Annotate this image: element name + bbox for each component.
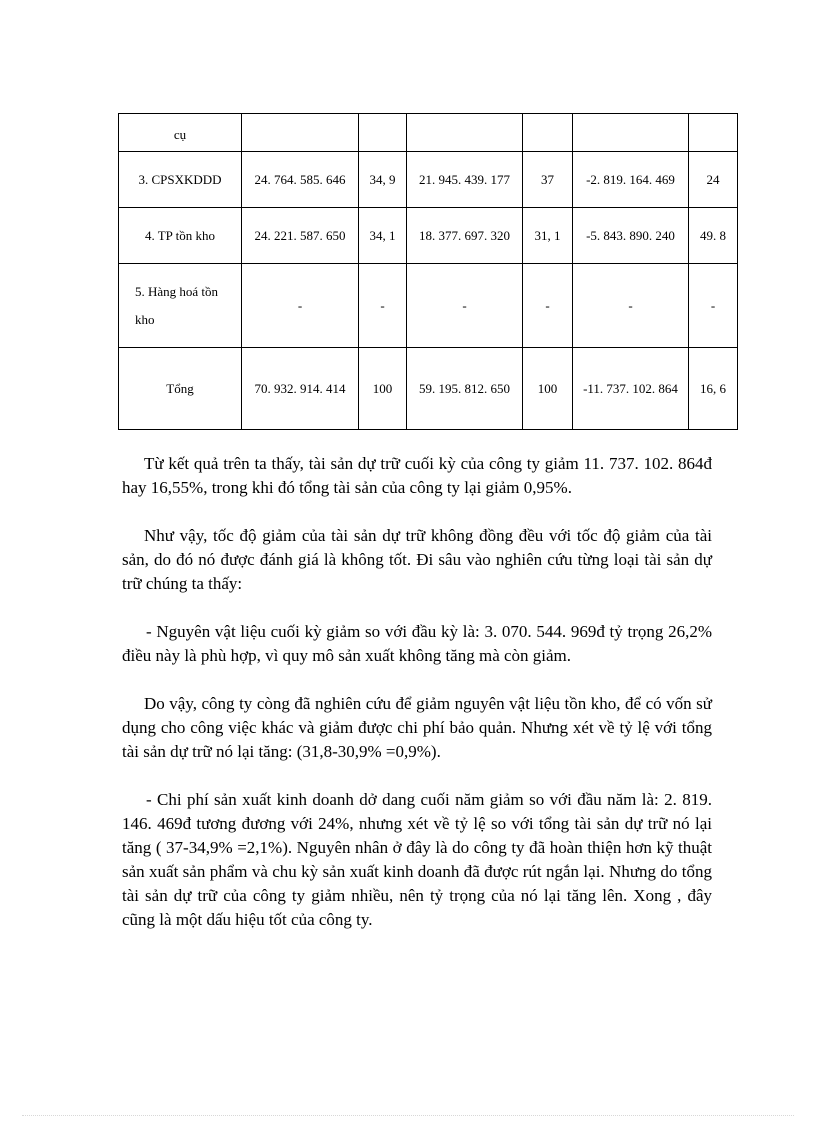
table-cell (242, 114, 359, 152)
page-bottom-divider (22, 1115, 794, 1116)
table-cell: 59. 195. 812. 650 (407, 348, 523, 430)
table-cell: - (689, 264, 738, 348)
table-cell (689, 114, 738, 152)
table-cell: 18. 377. 697. 320 (407, 208, 523, 264)
table-row (119, 208, 738, 264)
table-cell: - (523, 264, 573, 348)
table-cell: 49. 8 (689, 208, 738, 264)
table-row (119, 114, 738, 152)
table-cell: Tổng (119, 348, 242, 430)
table-cell: 34, 1 (359, 208, 407, 264)
table-cell: cụ (119, 114, 242, 152)
table-cell (359, 114, 407, 152)
table-cell: 34, 9 (359, 152, 407, 208)
table-row (119, 264, 738, 348)
table-row (119, 348, 738, 430)
table-cell: 100 (359, 348, 407, 430)
table-cell: 3. CPSXKDDD (119, 152, 242, 208)
paragraph: Do vậy, công ty còng đã nghiên cứu để giảm nguyên vật liệu tồn kho, để có vốn sử dụng cho công việc khác và giảm được chi phí bảo quản. Nhưng xét về tỷ lệ với tổng tài sản dự trữ nó lại tăng: (31,8-30,9% =0,9%). (122, 694, 712, 761)
table-cell: 24. 764. 585. 646 (242, 152, 359, 208)
paragraph: - Chi phí sản xuất kinh doanh dở dang cuối năm giảm so với đầu năm là: 2. 819. 146. 469đ tương đương với 24%, nhưng xét về tỷ lệ so với tổng tài sản dự trữ nó lại tăng ( 37-34,9% =2,1%). Nguyên nhân ở đây là do công ty đã hoàn thiện hơn kỹ thuật sản xuất sản phẩm và chu kỳ sản xuất kinh doanh đã được rút ngắn lại. Nhưng do tổng tài sản dự trữ của công ty giảm nhiều, nên tỷ trọng của nó lại tăng lên. Xong , đây cũng là một dấu hiệu tốt của công ty. (122, 790, 712, 929)
table-cell: -5. 843. 890. 240 (573, 208, 689, 264)
table-cell: 37 (523, 152, 573, 208)
table-cell (407, 114, 523, 152)
table-cell: -11. 737. 102. 864 (573, 348, 689, 430)
inventory-assets-table (118, 113, 738, 430)
paragraph: - Nguyên vật liệu cuối kỳ giảm so với đầu kỳ là: 3. 070. 544. 969đ tỷ trọng 26,2% điều này là phù hợp, vì quy mô sản xuất không tăng mà còn giảm. (122, 622, 712, 665)
table-cell: 70. 932. 914. 414 (242, 348, 359, 430)
table-cell: -2. 819. 164. 469 (573, 152, 689, 208)
table-cell: - (407, 264, 523, 348)
table-cell: 21. 945. 439. 177 (407, 152, 523, 208)
table-cell: 4. TP tồn kho (119, 208, 242, 264)
paragraph: Từ kết quả trên ta thấy, tài sản dự trữ cuối kỳ của công ty giảm 11. 737. 102. 864đ hay 16,55%, trong khi đó tổng tài sản của công ty lại giảm 0,95%. (122, 454, 712, 497)
table-cell: - (242, 264, 359, 348)
analysis-text (122, 452, 712, 956)
table-cell: 24 (689, 152, 738, 208)
table-cell: 5. Hàng hoá tồn kho (119, 264, 242, 348)
table-row (119, 152, 738, 208)
table-cell (573, 114, 689, 152)
paragraph: Như vậy, tốc độ giảm của tài sản dự trữ không đồng đều với tốc độ giảm của tài sản, do đó nó được đánh giá là không tốt. Đi sâu vào nghiên cứu từng loại tài sản dự trữ chúng ta thấy: (122, 526, 712, 593)
table-cell: - (573, 264, 689, 348)
table-cell: 24. 221. 587. 650 (242, 208, 359, 264)
table-cell (523, 114, 573, 152)
table-cell: 31, 1 (523, 208, 573, 264)
table-cell: - (359, 264, 407, 348)
table-cell: 100 (523, 348, 573, 430)
table-cell: 16, 6 (689, 348, 738, 430)
